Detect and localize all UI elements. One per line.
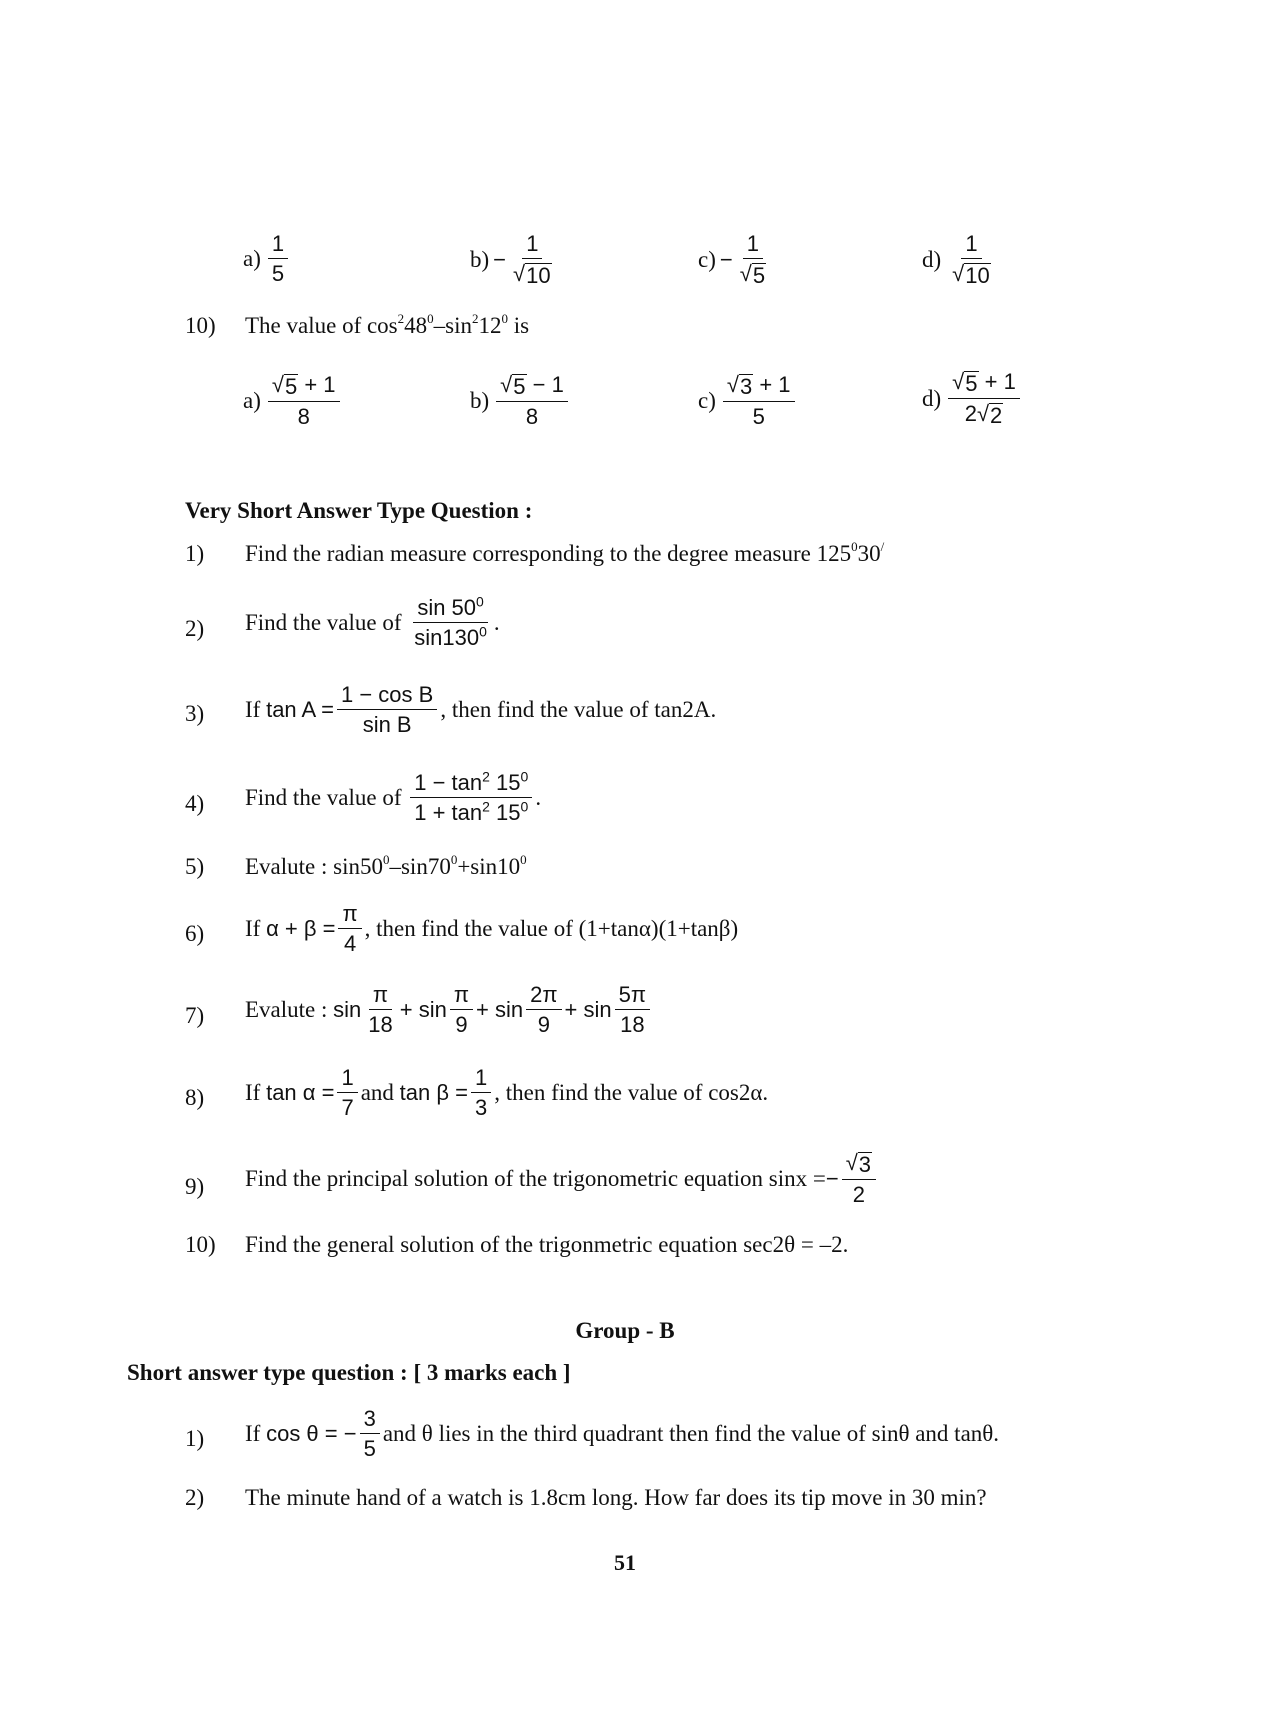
- question-text: Find the radian measure corresponding to the degree measure $125^030^/$: [245, 539, 885, 566]
- question-number: 3): [185, 701, 205, 726]
- fraction: $\frac{1}{5}$: [268, 232, 288, 285]
- fraction: $\frac{3}{5}$: [360, 1407, 380, 1460]
- q9-option-b: b) − 1 √ 10: [470, 232, 559, 287]
- fraction: $\frac{\text{1 − cos B}}{\text{sin B}}$: [337, 683, 437, 736]
- question-text: If cos θ = − $\frac{3}{5}$ and θ lies in the third quadrant then find the value of sinθ and tanθ.: [245, 1406, 1000, 1462]
- q9-option-d: d) 1 √ 10: [922, 232, 998, 287]
- group-heading: Group - B: [575, 1318, 675, 1343]
- fraction: $\frac{2\pi}{9}$: [526, 983, 561, 1036]
- section-heading: Very Short Answer Type Question :: [185, 498, 533, 523]
- question-text: Find the principal solution of the trigonometric equation sinx = − √ 3 2: [245, 1151, 879, 1206]
- q10-option-b: b) √ 5 − 1 8: [470, 373, 571, 428]
- page-number: 51: [614, 1550, 636, 1575]
- question-text: The minute hand of a watch is 1.8cm long. How far does its tip move in 30 min?: [245, 1485, 987, 1510]
- q10-option-a: a) √ 5 + 1 8: [243, 373, 343, 428]
- fraction: $\frac{5\pi}{18}$: [615, 983, 650, 1036]
- question-text: Find the general solution of the trigonmetric equation sec2θ = –2.: [245, 1232, 849, 1257]
- question-number: 8): [185, 1085, 205, 1110]
- question-number: 9): [185, 1174, 205, 1199]
- question-number: 5): [185, 854, 205, 879]
- fraction: √ 3 + 1 5: [723, 373, 795, 428]
- question-text: Find the value of $\frac{\sin 50^0}{\sin 130^0}$ .: [245, 593, 500, 651]
- q10-option-c: c) √ 3 + 1 5: [698, 373, 798, 428]
- fraction: $\frac{\pi}{9}$: [450, 983, 473, 1036]
- q9-option-a: a) $\frac{1}{5}$: [243, 232, 291, 285]
- question-text: Find the value of $\frac{1 - \tan^2 15^0}{1 + \tan^2 15^0}$ .: [245, 768, 542, 826]
- question-text: Evalute : $\sin 50^0-\sin 70^0+\sin 10^0$: [245, 852, 527, 879]
- question-number: 7): [185, 1003, 205, 1028]
- question-number: 1): [185, 541, 205, 566]
- fraction: $\frac{1}{3}$: [471, 1066, 491, 1119]
- question-number: 4): [185, 791, 205, 816]
- question-number: 10): [185, 313, 216, 338]
- fraction: √ 5 + 1 8: [268, 373, 340, 428]
- section-heading: Short answer type question : [ 3 marks each ]: [127, 1360, 571, 1385]
- fraction: $\frac{\pi}{18}$: [368, 982, 393, 1038]
- question-text: If α + β = $\frac{\pi}{4}$ , then find the value of (1+tanα)(1+tanβ): [245, 901, 739, 957]
- question-number: 2): [185, 616, 205, 641]
- question-text: Evalute : sin $\frac{\pi}{18}$ + sin $\frac{\pi}{9}$ + sin $\frac{2\pi}{9}$ + sin $\frac{5\pi}{18}$: [245, 983, 653, 1036]
- question-number: 1): [185, 1426, 205, 1451]
- fraction: $\frac{1}{7}$: [337, 1066, 357, 1119]
- fraction: 1 √ 10: [513, 231, 551, 289]
- question-text: If tan α = $\frac{1}{7}$ and tan β = $\frac{1}{3}$ , then find the value of cos2α.: [245, 1065, 769, 1121]
- q10-option-d: d) √ 5 + 1 2 √ 2: [922, 370, 1023, 427]
- fraction: $\frac{1 - \tan^2 15^0}{1 + \tan^2 15^0}$: [410, 771, 532, 824]
- question-number: 6): [185, 921, 205, 946]
- q9-option-c: c) − 1 √ 5: [698, 232, 773, 287]
- question-number: 2): [185, 1485, 205, 1510]
- fraction: √ 5 − 1 8: [496, 373, 568, 428]
- question-text: If tan A = $\frac{\text{1 − cos B}}{\text{sin B}}$ , then find the value of tan2A.: [245, 682, 717, 738]
- fraction: 1 √ 10: [952, 231, 990, 289]
- fraction: √ 3 2: [842, 1151, 876, 1206]
- question-text: The value of $\cos^248^0-\sin^212^0$ is: [245, 311, 530, 338]
- question-number: 10): [185, 1232, 216, 1257]
- fraction: $\frac{\pi}{4}$: [338, 902, 361, 955]
- fraction: 1 √ 5: [739, 231, 766, 289]
- fraction: $\frac{\sin 50^0}{\sin 130^0}$: [414, 593, 487, 651]
- fraction: √ 5 + 1 2 √ 2: [948, 370, 1020, 427]
